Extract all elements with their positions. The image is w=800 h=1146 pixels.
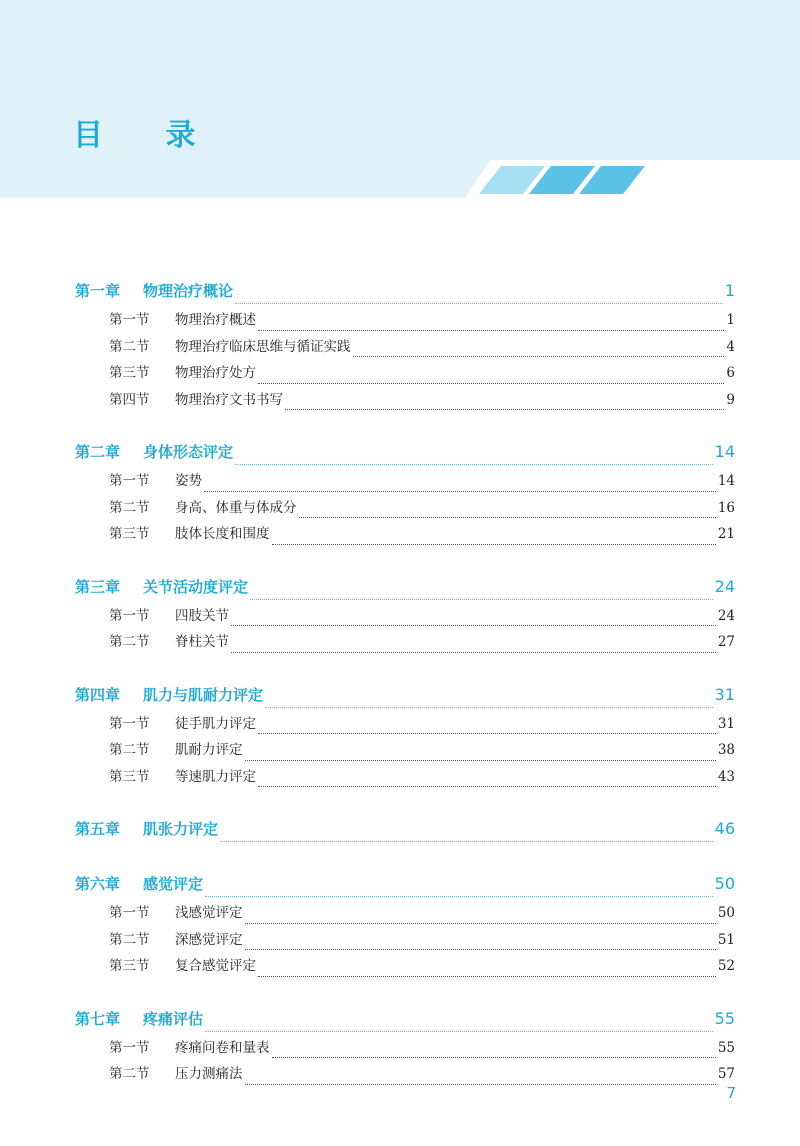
dot-leader [285, 409, 724, 410]
chapter-page: 55 [714, 1008, 735, 1028]
section-title: 压力测痛法 [175, 1066, 243, 1082]
section-number: 第二节 [109, 499, 150, 516]
dot-leader [245, 923, 716, 924]
section-page: 24 [717, 607, 735, 624]
section-page: 16 [717, 499, 735, 516]
chapter-title: 肌力与肌耐力评定 [143, 685, 264, 704]
dot-leader [258, 976, 716, 977]
dot-leader [299, 517, 716, 518]
chapter-number: 第三章 [75, 577, 121, 596]
section-number: 第一节 [109, 905, 150, 921]
toc-chapter-entry[interactable] [75, 818, 735, 846]
section-number: 第二节 [109, 742, 150, 758]
section-page: 52 [717, 958, 735, 974]
chapter-gap [75, 657, 735, 684]
toc-section-entry[interactable] [75, 1062, 735, 1089]
section-number: 第三节 [109, 768, 150, 785]
toc-section-entry[interactable] [75, 496, 735, 523]
section-page: 21 [717, 526, 735, 542]
section-title: 肢体长度和围度 [175, 526, 270, 542]
dot-leader [250, 599, 713, 600]
section-title: 姿势 [175, 473, 202, 489]
dot-leader [231, 625, 716, 626]
section-page: 6 [726, 365, 735, 381]
section-title: 浅感觉评定 [175, 905, 243, 921]
section-number: 第二节 [109, 1066, 150, 1082]
chapter-page: 24 [714, 576, 735, 596]
section-number: 第一节 [109, 607, 150, 624]
chapter-number: 第五章 [75, 820, 121, 838]
chapter-title: 感觉评定 [143, 875, 204, 893]
toc-section-entry[interactable] [75, 308, 735, 335]
toc-chapter-entry[interactable] [75, 1008, 735, 1036]
section-number: 第三节 [109, 958, 150, 974]
section-page: 9 [726, 391, 735, 408]
chapter-number: 第一章 [75, 282, 121, 300]
section-title: 物理治疗处方 [175, 365, 256, 381]
section-page: 38 [717, 742, 735, 758]
toc-chapter-entry[interactable] [75, 873, 735, 901]
dot-leader [245, 1084, 716, 1085]
dot-leader [205, 896, 713, 897]
section-number: 第一节 [109, 715, 150, 732]
chapter-page: 31 [714, 684, 735, 704]
toc-section-entry[interactable] [75, 522, 735, 549]
section-title: 疼痛问卷和量表 [175, 1039, 270, 1056]
section-title: 复合感觉评定 [175, 958, 256, 974]
section-title: 物理治疗临床思维与循证实践 [175, 338, 351, 355]
chapter-gap [75, 846, 735, 873]
section-title: 身高、体重与体成分 [175, 499, 297, 516]
dot-leader [235, 303, 723, 304]
dot-leader [204, 491, 716, 492]
section-number: 第二节 [109, 338, 150, 355]
section-title: 脊柱关节 [175, 634, 229, 650]
toc-chapter-entry[interactable] [75, 684, 735, 712]
chapter-title: 关节活动度评定 [143, 577, 249, 596]
chapter-title: 物理治疗概论 [143, 282, 234, 300]
section-page: 51 [717, 931, 735, 948]
toc-section-entry[interactable] [75, 630, 735, 657]
chapter-number: 第四章 [75, 685, 121, 704]
chapter-gap [75, 549, 735, 576]
toc-chapter-entry[interactable] [75, 280, 735, 308]
section-page: 1 [726, 312, 735, 328]
dot-leader [258, 733, 716, 734]
toc-chapter-entry[interactable] [75, 576, 735, 604]
dot-leader [258, 383, 724, 384]
dot-leader [245, 949, 716, 950]
decorative-stripes [470, 166, 640, 194]
section-title: 深感觉评定 [175, 931, 243, 948]
table-of-contents [75, 280, 735, 1089]
section-number: 第三节 [109, 526, 150, 542]
section-page: 55 [717, 1039, 735, 1056]
section-page: 14 [717, 473, 735, 489]
page-title: 目 录 [73, 118, 222, 153]
section-number: 第四节 [109, 391, 150, 408]
toc-section-entry[interactable] [75, 335, 735, 362]
dot-leader [245, 760, 716, 761]
section-title: 物理治疗文书书写 [175, 391, 283, 408]
dot-leader [235, 464, 713, 465]
toc-section-entry[interactable] [75, 469, 735, 496]
dot-leader [272, 1057, 716, 1058]
section-title: 等速肌力评定 [175, 768, 256, 785]
section-page: 43 [717, 768, 735, 785]
chapter-page: 1 [724, 281, 735, 300]
section-title: 四肢关节 [175, 607, 229, 624]
section-number: 第三节 [109, 365, 150, 381]
toc-section-entry[interactable] [75, 361, 735, 388]
chapter-gap [75, 414, 735, 441]
toc-section-entry[interactable] [75, 901, 735, 928]
section-title: 肌耐力评定 [175, 742, 243, 758]
dot-leader [231, 652, 716, 653]
dot-leader [353, 356, 725, 357]
section-page: 31 [717, 715, 735, 732]
section-title: 徒手肌力评定 [175, 715, 256, 732]
chapter-number: 第二章 [75, 443, 121, 461]
section-number: 第一节 [109, 473, 150, 489]
chapter-gap [75, 791, 735, 818]
dot-leader [258, 786, 716, 787]
chapter-gap [75, 981, 735, 1008]
chapter-title: 疼痛评估 [143, 1009, 204, 1028]
section-number: 第一节 [109, 312, 150, 328]
section-number: 第一节 [109, 1039, 150, 1056]
dot-leader [272, 544, 716, 545]
dot-leader [258, 330, 724, 331]
chapter-number: 第七章 [75, 1009, 121, 1028]
toc-chapter-entry[interactable] [75, 441, 735, 469]
page-number: 7 [726, 1084, 736, 1102]
chapter-page: 50 [714, 874, 735, 893]
section-number: 第二节 [109, 634, 150, 650]
section-page: 4 [726, 338, 735, 355]
section-page: 50 [717, 905, 735, 921]
toc-section-entry[interactable] [75, 712, 735, 739]
dot-leader [265, 707, 713, 708]
section-number: 第二节 [109, 931, 150, 948]
section-page: 27 [717, 634, 735, 650]
chapter-number: 第六章 [75, 875, 121, 893]
chapter-page: 46 [714, 819, 735, 838]
toc-section-entry[interactable] [75, 738, 735, 765]
toc-section-entry[interactable] [75, 388, 735, 415]
section-title: 物理治疗概述 [175, 312, 256, 328]
toc-section-entry[interactable] [75, 954, 735, 981]
toc-section-entry[interactable] [75, 928, 735, 955]
toc-section-entry[interactable] [75, 1036, 735, 1063]
toc-section-entry[interactable] [75, 604, 735, 631]
section-page: 57 [717, 1066, 735, 1082]
chapter-title: 肌张力评定 [143, 820, 219, 838]
dot-leader [220, 841, 713, 842]
chapter-page: 14 [714, 442, 735, 461]
chapter-title: 身体形态评定 [143, 443, 234, 461]
toc-section-entry[interactable] [75, 765, 735, 792]
dot-leader [205, 1031, 713, 1032]
